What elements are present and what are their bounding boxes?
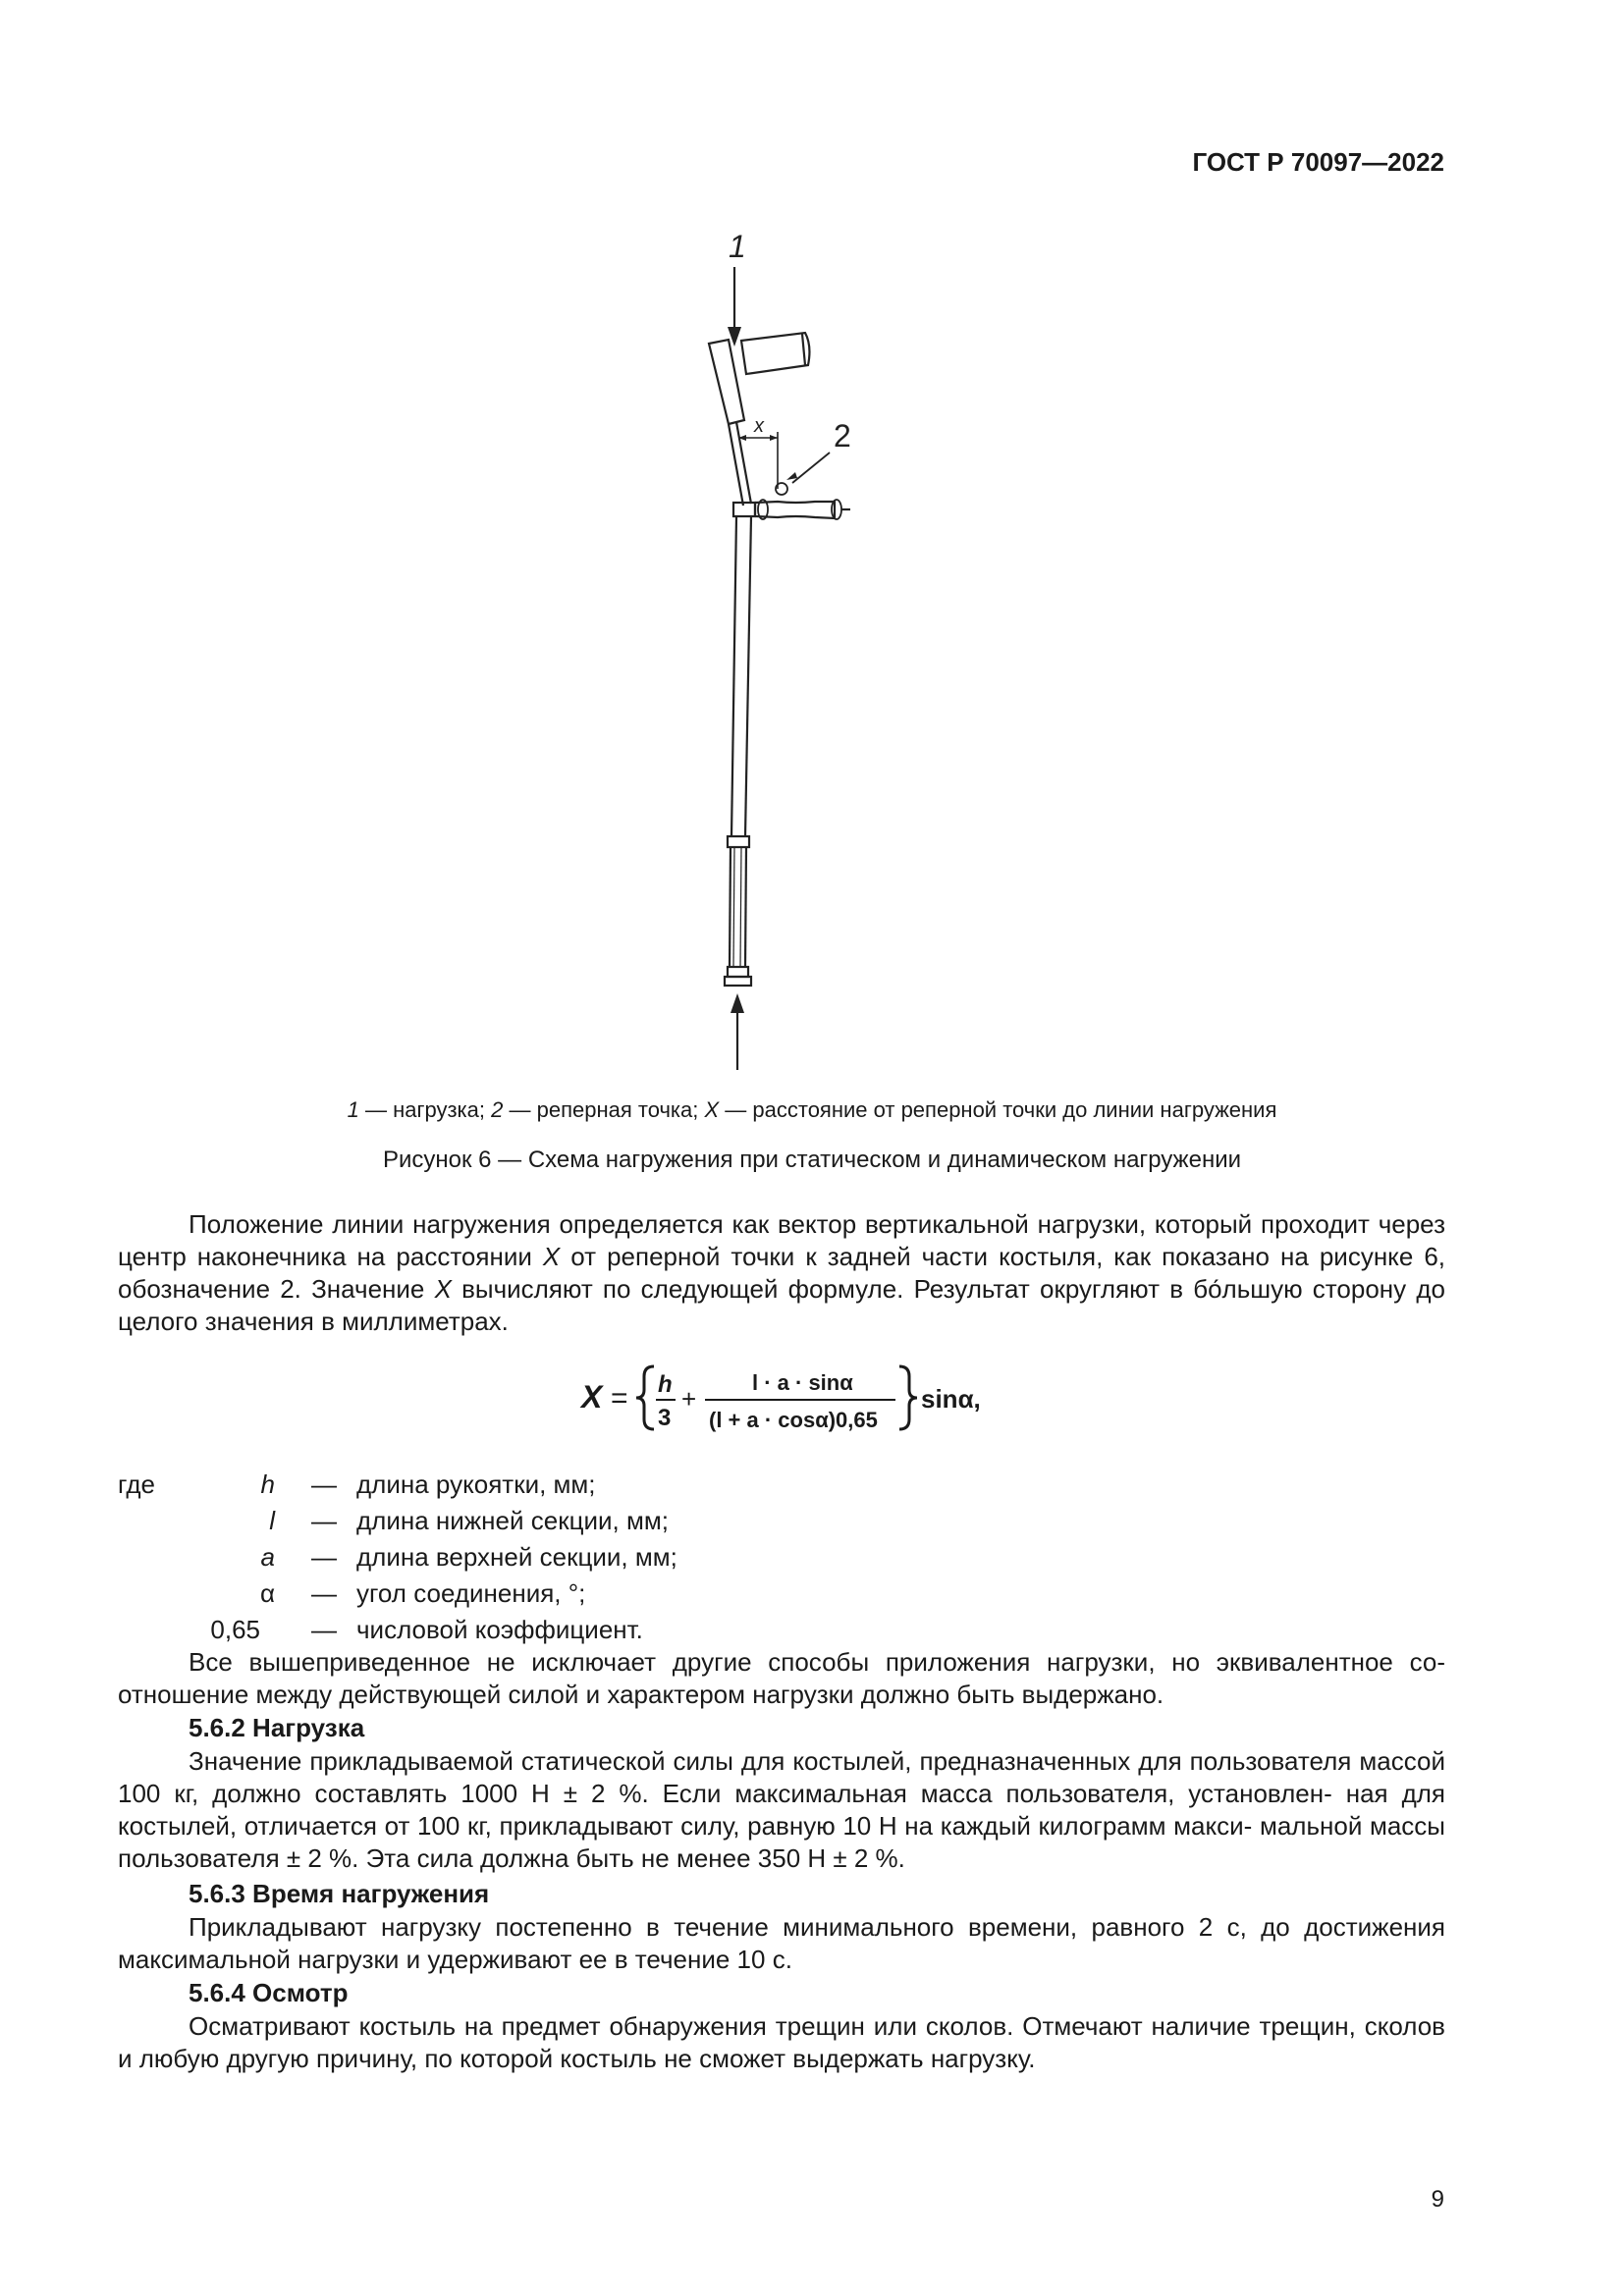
- page-number: 9: [1431, 2186, 1444, 2213]
- formula-eq: =: [611, 1382, 628, 1415]
- figure-caption: Рисунок 6 — Схема нагружения при статическом и динамическом нагружении: [382, 1147, 1242, 1173]
- s564-line-2: сколов и любую другую причину, по которой костыль не сможет выдержать нагрузку.: [118, 2011, 1445, 2073]
- figure-label-x: x: [754, 415, 764, 437]
- paragraph-5-6-2: [118, 1745, 1445, 1875]
- where-sym-h: h: [260, 1469, 275, 1499]
- s562-line-4: мальной массы пользователя ± 2 %. Эта сила должна быть не менее 350 Н ± 2 %.: [118, 1811, 1445, 1873]
- formula-numerator: l · a · sinα: [752, 1370, 853, 1395]
- where-dash: —: [311, 1615, 337, 1644]
- figure-legend: [0, 1097, 1624, 1123]
- where-text-coef: числовой коэффициент.: [356, 1615, 643, 1644]
- section-heading-5-6-4: 5.6.4 Осмотр: [189, 1978, 349, 2007]
- legend-text-x: — расстояние от реперной точки до линии нагружения: [719, 1097, 1277, 1122]
- legend-text-1: — нагрузка;: [358, 1097, 492, 1122]
- paragraph-5-6-3: [118, 1911, 1445, 1976]
- where-prefix: где: [118, 1469, 155, 1499]
- legend-num-2: 2: [491, 1097, 504, 1122]
- formula-plus: +: [681, 1384, 697, 1414]
- formula-tail: sinα,: [921, 1384, 981, 1414]
- where-text-alpha: угол соединения, °;: [356, 1578, 586, 1608]
- reaction-arrow-head: [731, 993, 744, 1013]
- formula-denominator: (l + a · cosα)0,65: [709, 1408, 878, 1432]
- adjust-collar: [728, 836, 749, 847]
- where-text-h: длина рукоятки, мм;: [356, 1469, 596, 1499]
- where-sym-coef: 0,65: [210, 1615, 260, 1644]
- where-sym-a: a: [260, 1542, 275, 1572]
- s562-line-2: массой 100 кг, должно составлять 1000 Н ± 2 %. Если максимальная масса пользователя, установлен-: [118, 1746, 1445, 1808]
- paragraph-equivalence: [118, 1646, 1445, 1711]
- section-heading-5-6-2: 5.6.2 Нагрузка: [189, 1713, 365, 1742]
- intro-line-1: Положение линии нагружения определяется как вектор вертикальной нагрузки, который проходит: [189, 1209, 1370, 1239]
- s562-line-3: ная для костылей, отличается от 100 кг, прикладывают силу, равную 10 Н на каждый килограмм макси-: [118, 1779, 1445, 1841]
- where-dash: —: [311, 1542, 337, 1572]
- upper-tube-left: [729, 424, 743, 506]
- para-all-line-1: Все вышеприведенное не исключает другие способы приложения нагрузки, но эквивалентное со-: [189, 1647, 1445, 1677]
- intro-line-4: бо́льшую сторону до целого значения в миллиметрах.: [118, 1274, 1445, 1336]
- crutch-loading-diagram: [668, 221, 903, 1070]
- s564-line-1: Осматривают костыль на предмет обнаружения трещин или сколов. Отмечают наличие трещин,: [189, 2011, 1356, 2041]
- intro-line-2b: от реперной точки к задней части костыля, как показано: [560, 1242, 1270, 1271]
- paragraph-5-6-4: [118, 2010, 1445, 2075]
- crutch-tip: [725, 977, 751, 986]
- para-all-line-2: отношение между действующей силой и характером нагрузки должно быть выдержано.: [118, 1680, 1164, 1709]
- legend-num-1: 1: [347, 1097, 359, 1122]
- intro-var-x-2: X: [434, 1274, 452, 1304]
- formula-h: h: [658, 1371, 673, 1398]
- where-dash: —: [311, 1469, 337, 1499]
- section-heading-5-6-3: 5.6.3 Время нагружения: [189, 1879, 490, 1908]
- s563-line-2: максимальной нагрузки и удерживают ее в течение 10 с.: [118, 1945, 792, 1974]
- formula-three: 3: [658, 1405, 672, 1431]
- s562-line-1: Значение прикладываемой статической силы для костылей, предназначенных для пользователя: [189, 1746, 1352, 1776]
- label-2-leader: [792, 453, 830, 483]
- handle-joint: [733, 503, 755, 516]
- standard-number: ГОСТ Р 70097—2022: [1192, 147, 1444, 177]
- formula-lhs: X: [581, 1379, 603, 1415]
- crutch-cuff-band: [741, 333, 809, 374]
- intro-line-3b: вычисляют по следующей формуле. Результат округляют в: [451, 1274, 1184, 1304]
- where-sym-l: l: [269, 1506, 275, 1535]
- lower-tube-right: [745, 516, 751, 836]
- figure-label-1: 1: [729, 229, 746, 264]
- lower-tube-left: [731, 516, 736, 836]
- where-sym-alpha: α: [259, 1578, 275, 1608]
- where-dash: —: [311, 1506, 337, 1535]
- where-dash: —: [311, 1578, 337, 1608]
- intro-paragraph: [118, 1208, 1445, 1338]
- crutch-cuff-back: [709, 340, 744, 424]
- where-text-l: длина нижней секции, мм;: [356, 1506, 669, 1535]
- legend-text-2: — реперная точка;: [503, 1097, 705, 1122]
- s563-line-1: Прикладывают нагрузку постепенно в течение минимального времени, равного 2 с, до достижения: [189, 1912, 1445, 1942]
- intro-line-2a: через центр наконечника на расстоянии: [118, 1209, 1445, 1271]
- formula-x: [579, 1353, 992, 1441]
- figure-label-2: 2: [834, 418, 851, 454]
- where-text-a: длина верхней секции, мм;: [356, 1542, 677, 1572]
- intro-line-3a: на рисунке 6, обозначение 2. Значение: [118, 1242, 1446, 1304]
- intro-var-x-1: X: [542, 1242, 561, 1271]
- legend-num-x: X: [704, 1097, 720, 1122]
- upper-tube-right: [736, 422, 751, 504]
